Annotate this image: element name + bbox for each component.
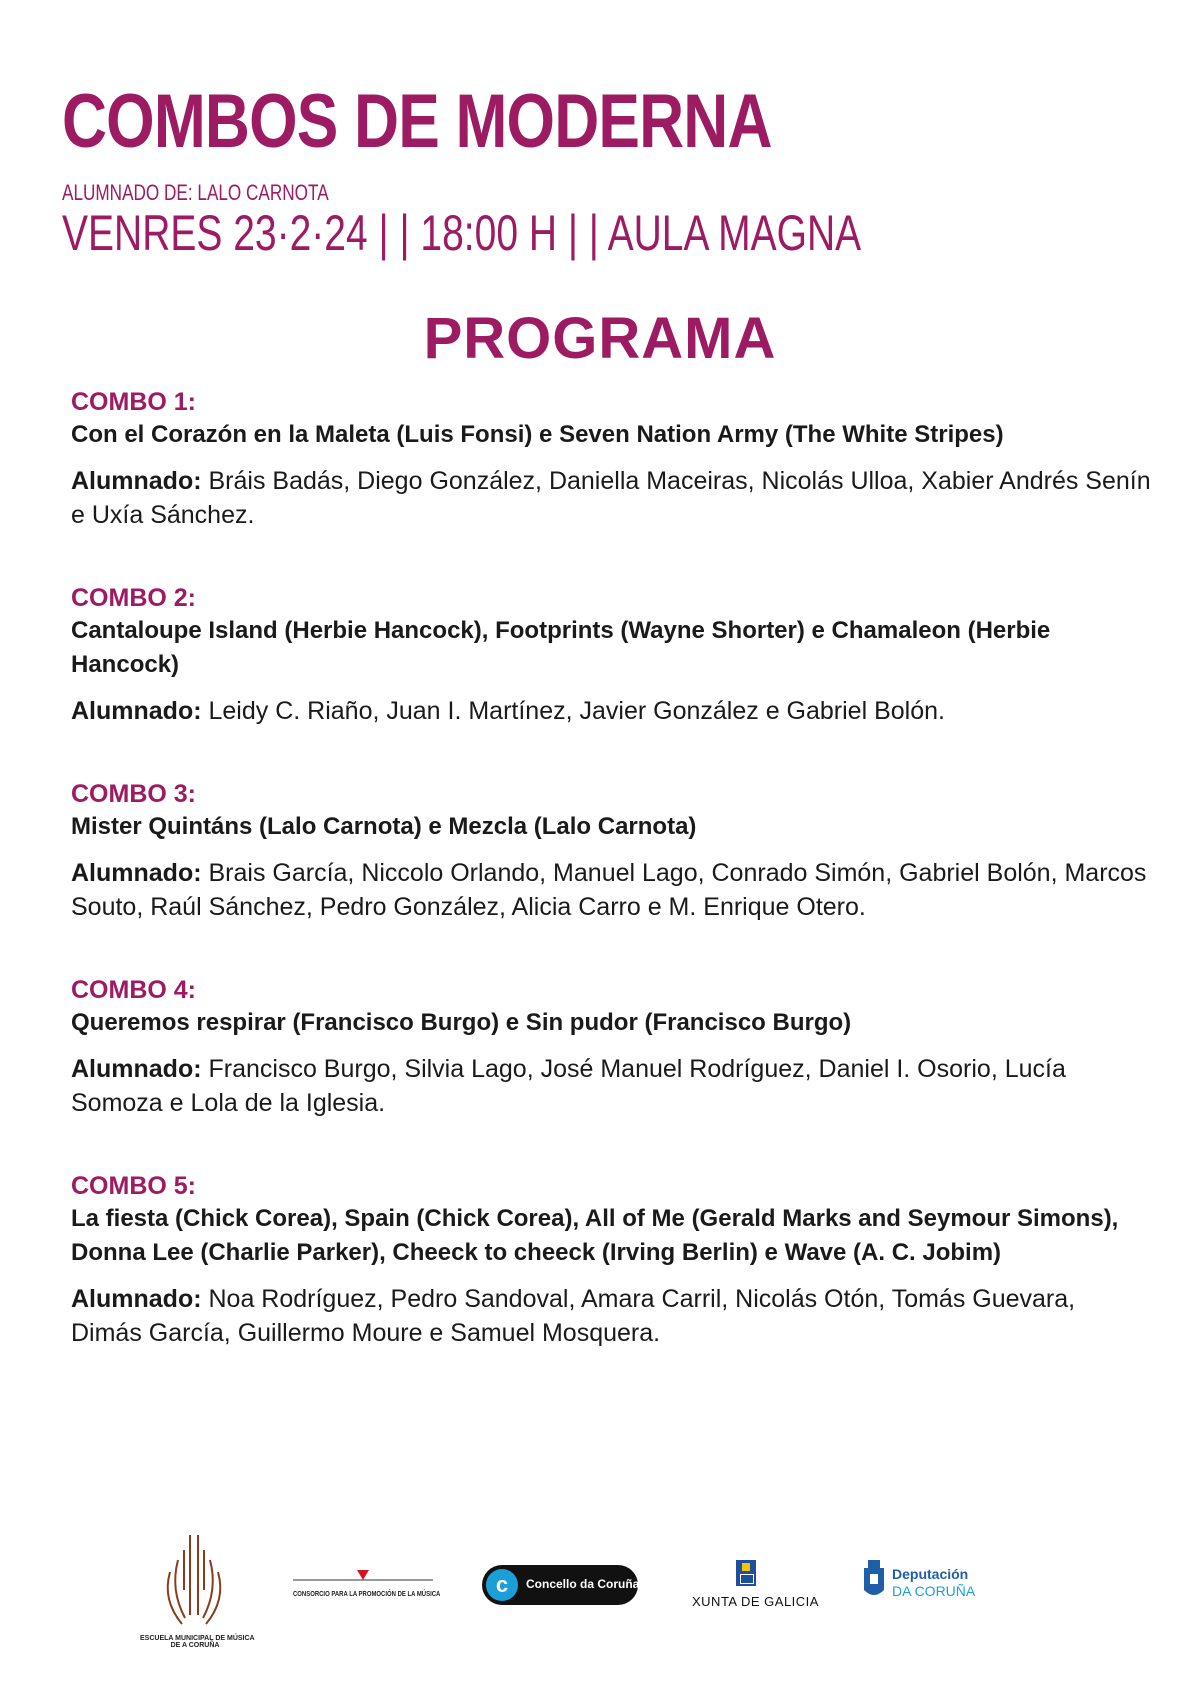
students-names: Leidy C. Riaño, Juan I. Martínez, Javier González e Gabriel Bolón.: [201, 697, 945, 725]
xunta-text: XUNTA DE GALICIA: [692, 1594, 819, 1609]
event-dateline: VENRES 23·2·24 | | 18:00 H | | AULA MAGNA: [62, 205, 862, 261]
combo-students: [71, 694, 1151, 728]
xunta-logo: [690, 1560, 819, 1620]
escuela-logo: [140, 1530, 255, 1660]
concello-logo: [482, 1565, 638, 1605]
combo-label: COMBO 2:: [71, 584, 196, 612]
students-label: Alumnado:: [71, 1055, 202, 1083]
combo-label: COMBO 4:: [71, 976, 196, 1004]
escuela-text-1: ESCUELA MUNICIPAL DE MÚSICA: [140, 1635, 255, 1642]
combo-3: [71, 778, 1151, 924]
combo-5: [71, 1170, 1151, 1350]
combo-songs: Con el Corazón en la Maleta (Luis Fonsi) e Seven Nation Army (The White Stripes): [71, 421, 1004, 448]
deputacion-text-2: DA CORUÑA: [892, 1583, 976, 1599]
sponsor-logos: [0, 1530, 1200, 1660]
consorcio-text: CONSORCIO PARA LA PROMOCIÓN DE LA MÚSICA: [293, 1591, 441, 1598]
page-title: COMBOS DE MODERNA: [62, 79, 772, 164]
combo-4: [71, 974, 1151, 1120]
students-label: Alumnado:: [71, 467, 202, 495]
consorcio-triangle-icon: [293, 1570, 433, 1584]
students-label: Alumnado:: [71, 859, 202, 887]
deputacion-crest-icon: [860, 1558, 888, 1602]
deputacion-logo: [860, 1558, 980, 1618]
combo-students: [71, 1052, 1151, 1120]
combo-list: [71, 386, 1151, 1400]
escuela-text-2: DE A CORUÑA: [170, 1642, 220, 1649]
combo-label: COMBO 1:: [71, 388, 196, 416]
deputacion-text-1: Deputación: [892, 1566, 969, 1582]
combo-label: COMBO 5:: [71, 1172, 196, 1200]
concello-c-icon: c: [486, 1569, 518, 1601]
combo-students: [71, 464, 1151, 532]
combo-songs: Mister Quintáns (Lalo Carnota) e Mezcla (Lalo Carnota): [71, 813, 697, 840]
consorcio-logo: [293, 1570, 441, 1610]
students-names: Brais García, Niccolo Orlando, Manuel Lago, Conrado Simón, Gabriel Bolón, Marcos Souto, Raúl Sánchez, Pedro González, Alicia Carro e M. Enrique Otero.: [71, 859, 1147, 921]
combo-students: [71, 856, 1151, 924]
programa-heading: PROGRAMA: [423, 306, 777, 371]
subtitle: ALUMNADO DE: LALO CARNOTA: [62, 180, 329, 205]
combo-songs: La fiesta (Chick Corea), Spain (Chick Corea), All of Me (Gerald Marks and Seymour Simons), Donna Lee (Charlie Parker), Cheeck to cheeck (Irving Berlin) e Wave (A. C. Jobim): [71, 1205, 1119, 1266]
students-label: Alumnado:: [71, 697, 202, 725]
combo-students: [71, 1282, 1151, 1350]
combo-songs: Cantaloupe Island (Herbie Hancock), Footprints (Wayne Shorter) e Chamaleon (Herbie Hancock): [71, 617, 1051, 678]
combo-2: [71, 582, 1151, 728]
xunta-shield-icon: [736, 1560, 756, 1586]
combo-1: [71, 386, 1151, 532]
combo-label: COMBO 3:: [71, 780, 196, 808]
escuela-harp-icon: [140, 1530, 250, 1630]
concello-text: Concello da Coruña: [526, 1577, 640, 1591]
students-names: Noa Rodríguez, Pedro Sandoval, Amara Carril, Nicolás Otón, Tomás Guevara, Dimás García, Guillermo Moure e Samuel Mosquera.: [71, 1285, 1076, 1347]
combo-songs: Queremos respirar (Francisco Burgo) e Sin pudor (Francisco Burgo): [71, 1009, 852, 1036]
students-label: Alumnado:: [71, 1285, 202, 1313]
students-names: Francisco Burgo, Silvia Lago, José Manuel Rodríguez, Daniel I. Osorio, Lucía Somoza e Lola de la Iglesia.: [71, 1055, 1066, 1117]
students-names: Bráis Badás, Diego González, Daniella Maceiras, Nicolás Ulloa, Xabier Andrés Senín e Uxía Sánchez.: [71, 467, 1151, 529]
header: [62, 79, 927, 164]
